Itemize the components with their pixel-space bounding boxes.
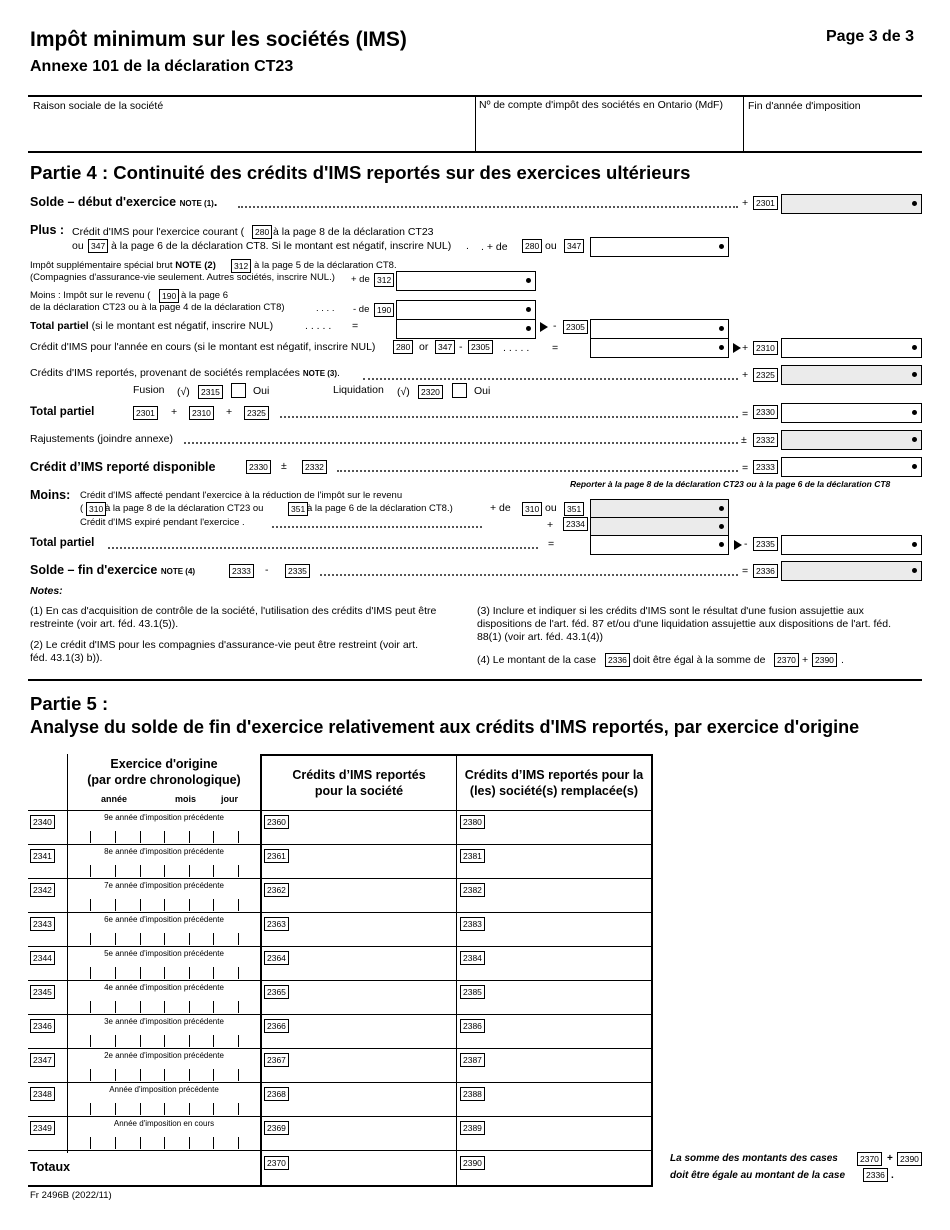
row-date-input[interactable] [68, 1049, 260, 1081]
code-2336c: 2336 [863, 1168, 888, 1182]
row-label: 2e année d'imposition précédente [104, 1051, 224, 1060]
code-351b: 351 [564, 502, 584, 516]
row-code-predecessor: 2387 [460, 1053, 485, 1067]
row-code-company: 2360 [264, 815, 289, 829]
adjustments-input[interactable] [781, 430, 922, 450]
totals-label: Totaux [30, 1160, 71, 1174]
code-2335: 2335 [753, 537, 778, 551]
code-347c: 347 [435, 340, 455, 354]
applied-credit-input[interactable] [590, 499, 729, 519]
code-2334: 2334 [563, 517, 588, 531]
row-label: 9e année d'imposition précédente [104, 813, 224, 822]
code-2330b: 2330 [246, 460, 271, 474]
liquidation-checkbox[interactable] [452, 383, 467, 398]
code-2301b: 2301 [133, 406, 158, 420]
row-company-credit-input[interactable] [262, 811, 456, 843]
company-name-field[interactable]: Raison sociale de la société [33, 100, 164, 112]
current-credit-input[interactable] [590, 237, 729, 257]
row-predecessor-credit-input[interactable] [457, 811, 651, 843]
row-company-credit-input[interactable] [262, 947, 456, 979]
code-2325b: 2325 [244, 406, 269, 420]
row-code-predecessor: 2388 [460, 1087, 485, 1101]
row-code-company: 2367 [264, 1053, 289, 1067]
code-2390: 2390 [460, 1156, 485, 1170]
row-date-input[interactable] [68, 811, 260, 843]
special-tax-input[interactable] [396, 271, 536, 291]
subtotal-2305-input[interactable] [590, 319, 729, 339]
row-code-predecessor: 2385 [460, 985, 485, 999]
row-date-input[interactable] [68, 845, 260, 877]
code-2301: 2301 [753, 196, 778, 210]
row-code: 2344 [30, 951, 55, 965]
code-2336: 2336 [753, 564, 778, 578]
opening-balance-input[interactable] [781, 194, 922, 214]
row-code-predecessor: 2382 [460, 883, 485, 897]
code-2315: 2315 [198, 385, 223, 399]
part5-subtitle: Analyse du solde de fin d'exercice relativement aux crédits d'IMS reportés, par exercice d'origine [30, 717, 860, 737]
current-year-credit-2310-input[interactable] [781, 338, 922, 358]
note-2: (2) Le crédit d'IMS pour les compagnies d'assurance-vie peut être restreint (voir art. féd. 43.1(3) b)). [30, 639, 419, 664]
row-company-credit-input[interactable] [262, 981, 456, 1013]
row-code-company: 2365 [264, 985, 289, 999]
code-190: 190 [159, 289, 179, 303]
code-347: 347 [88, 239, 108, 253]
code-310: 310 [86, 502, 106, 516]
row-company-credit-input[interactable] [262, 845, 456, 877]
row-code: 2349 [30, 1121, 55, 1135]
code-2325: 2325 [753, 368, 778, 382]
row-label: 3e année d'imposition précédente [104, 1017, 224, 1026]
row-company-credit-input[interactable] [262, 1117, 456, 1149]
total-2390-input[interactable] [457, 1154, 651, 1185]
code-2335b: 2335 [285, 564, 310, 578]
row-label: 8e année d'imposition précédente [104, 847, 224, 856]
row-code-company: 2366 [264, 1019, 289, 1033]
total-2330-input[interactable] [781, 403, 922, 423]
plus-label: Plus : [30, 223, 65, 237]
code-280c: 280 [393, 340, 413, 354]
page-number: Page 3 de 3 [826, 28, 915, 45]
code-2332: 2332 [753, 433, 778, 447]
current-year-credit-input[interactable] [590, 338, 729, 358]
row-label: 7e année d'imposition précédente [104, 881, 224, 890]
tax-year-end-field[interactable]: Fin d'année d'imposition [748, 100, 861, 112]
row-code-company: 2364 [264, 951, 289, 965]
code-2310: 2310 [753, 341, 778, 355]
row-code-company: 2362 [264, 883, 289, 897]
code-2320: 2320 [418, 385, 443, 399]
subtotal-2335-input[interactable] [781, 535, 922, 555]
row-label: 4e année d'imposition précédente [104, 983, 224, 992]
total-2370-input[interactable] [262, 1154, 456, 1185]
row-code: 2346 [30, 1019, 55, 1033]
row-date-input[interactable] [68, 879, 260, 911]
row-predecessor-credit-input[interactable] [457, 1049, 651, 1081]
code-347b: 347 [564, 239, 584, 253]
row-code-company: 2369 [264, 1121, 289, 1135]
row-label: 6e année d'imposition précédente [104, 915, 224, 924]
code-2305: 2305 [563, 320, 588, 334]
code-2390b: 2390 [897, 1152, 922, 1166]
row-date-input[interactable] [68, 913, 260, 945]
row-code-company: 2368 [264, 1087, 289, 1101]
code-2333: 2333 [753, 460, 778, 474]
subtotal-input[interactable] [396, 319, 536, 339]
code-2390a: 2390 [812, 653, 837, 667]
code-280b: 280 [522, 239, 542, 253]
code-2310b: 2310 [189, 406, 214, 420]
row-company-credit-input[interactable] [262, 879, 456, 911]
row-predecessor-credit-input[interactable] [457, 879, 651, 911]
row-predecessor-credit-input[interactable] [457, 1083, 651, 1115]
row-code-predecessor: 2389 [460, 1121, 485, 1135]
row-label: Année d'imposition en cours [113, 1119, 215, 1128]
row-code: 2345 [30, 985, 55, 999]
row-predecessor-credit-input[interactable] [457, 1015, 651, 1047]
row-code-predecessor: 2386 [460, 1019, 485, 1033]
row-predecessor-credit-input[interactable] [457, 947, 651, 979]
note-1: (1) En cas d'acquisition de contrôle de la société, l'utilisation des crédits d'IMS peut être restreinte (voir art. féd. 43.1(5)). [30, 605, 437, 630]
code-2305b: 2305 [468, 340, 493, 354]
row-code: 2347 [30, 1053, 55, 1067]
part5-title: Partie 5 : [30, 693, 109, 714]
row-date-input[interactable] [68, 1015, 260, 1047]
row-predecessor-credit-input[interactable] [457, 981, 651, 1013]
code-2332b: 2332 [302, 460, 327, 474]
row-date-input[interactable] [68, 981, 260, 1013]
form-number: Fr 2496B (2022/11) [30, 1190, 112, 1201]
part4-title: Partie 4 : Continuité des crédits d'IMS reportés sur des exercices ultérieurs [30, 162, 691, 183]
row-predecessor-credit-input[interactable] [457, 913, 651, 945]
code-312b: 312 [374, 273, 394, 287]
code-2330: 2330 [753, 405, 778, 419]
code-2370: 2370 [264, 1156, 289, 1170]
row-company-credit-input[interactable] [262, 913, 456, 945]
row-code-company: 2363 [264, 917, 289, 931]
row-code-predecessor: 2383 [460, 917, 485, 931]
row-date-input[interactable] [68, 1083, 260, 1115]
expired-credit-input[interactable] [590, 517, 729, 537]
row-code: 2340 [30, 815, 55, 829]
code-351: 351 [288, 502, 308, 516]
code-2370b: 2370 [857, 1152, 882, 1166]
code-310b: 310 [522, 502, 542, 516]
code-2370a: 2370 [774, 653, 799, 667]
row-predecessor-credit-input[interactable] [457, 845, 651, 877]
opening-balance-label: Solde – début d'exercice NOTE (1). [30, 195, 218, 209]
row-code: 2341 [30, 849, 55, 863]
code-2333b: 2333 [229, 564, 254, 578]
row-code-predecessor: 2384 [460, 951, 485, 965]
closing-balance-input[interactable] [781, 561, 922, 581]
row-code-predecessor: 2381 [460, 849, 485, 863]
note-3: (3) Inclure et indiquer si les crédits d'IMS sont le résultat d'une fusion assujettie aux dispositions de l'art. féd. 87 et/ou d'une liquidation assujettie aux dispositions de l'art. féd. 88(1) (voir art. féd. 43.1(4)) [477, 605, 892, 643]
row-company-credit-input[interactable] [262, 1049, 456, 1081]
row-code: 2343 [30, 917, 55, 931]
available-credit-input[interactable] [781, 457, 922, 477]
row-code-company: 2361 [264, 849, 289, 863]
income-tax-input[interactable] [396, 300, 536, 320]
row-predecessor-credit-input[interactable] [457, 1117, 651, 1149]
row-label: 5e année d'imposition précédente [104, 949, 224, 958]
row-date-input[interactable] [68, 1117, 260, 1149]
subtotal-moins-input[interactable] [590, 535, 729, 555]
account-number-field[interactable]: Nº de compte d'impôt des sociétés en Ontario (MdF) [479, 99, 723, 111]
row-code-predecessor: 2380 [460, 815, 485, 829]
row-date-input[interactable] [68, 947, 260, 979]
code-280: 280 [252, 225, 272, 239]
code-312: 312 [231, 259, 251, 273]
code-2336b: 2336 [605, 653, 630, 667]
fusion-checkbox[interactable] [231, 383, 246, 398]
code-190b: 190 [374, 303, 394, 317]
form-title: Impôt minimum sur les sociétés (IMS) [30, 28, 407, 51]
row-company-credit-input[interactable] [262, 1083, 456, 1115]
row-company-credit-input[interactable] [262, 1015, 456, 1047]
row-code: 2342 [30, 883, 55, 897]
transferred-credits-input[interactable] [781, 365, 922, 385]
form-subtitle: Annexe 101 de la déclaration CT23 [30, 58, 294, 75]
row-label: Année d'imposition précédente [109, 1085, 219, 1094]
row-code: 2348 [30, 1087, 55, 1101]
